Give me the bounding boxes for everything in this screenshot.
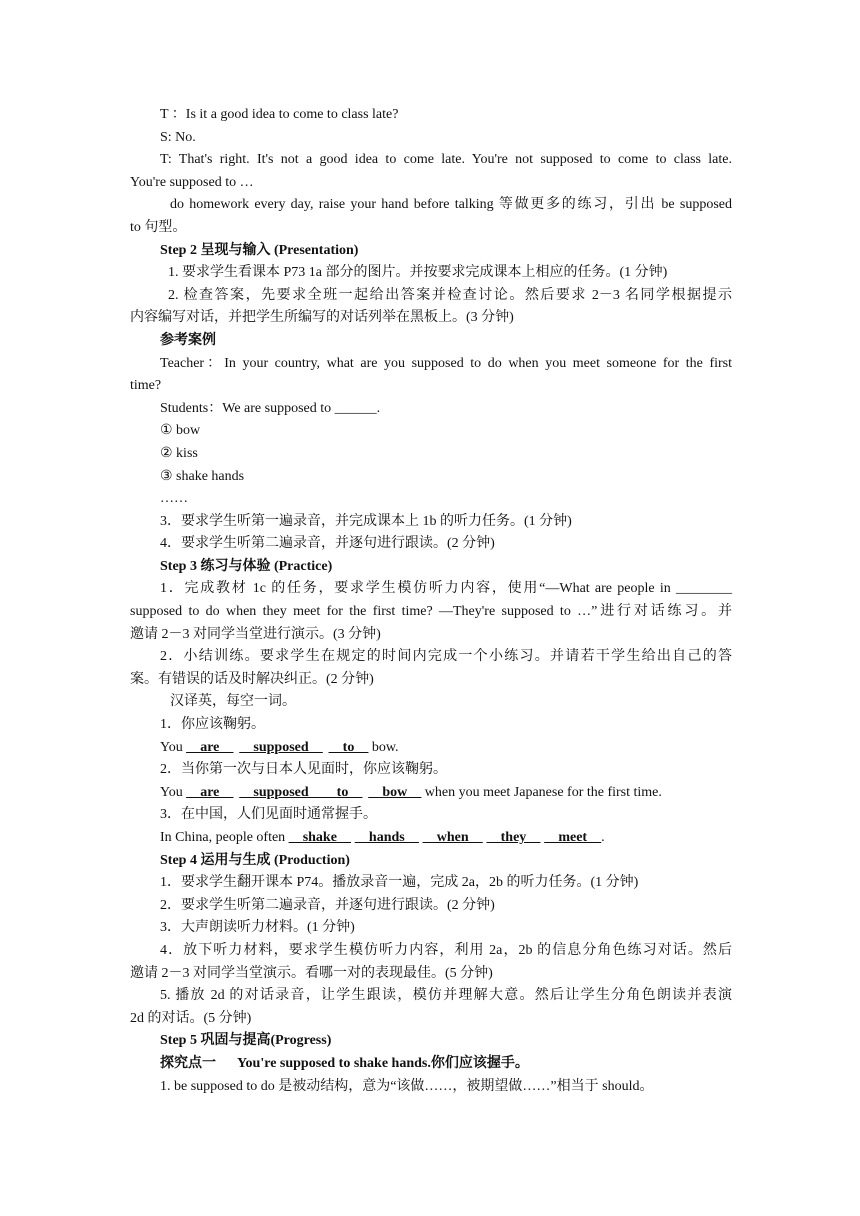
exercise-question-1: 1．你应该鞠躬。 (160, 717, 265, 733)
step2-item-2: 2. 检查答案，先要求全班一起给出答案并检查讨论。然后要求 2－3 名同学根据提示 (168, 287, 732, 303)
exercise-answer-3 (130, 827, 732, 850)
answer-blank: __to__ (328, 739, 369, 755)
answer-text: You (160, 739, 187, 755)
step4-item-4-cont: 邀请 2－3 对同学当堂演示。看哪一对的表现最佳。(5 分钟) (130, 965, 493, 981)
answer-text: . (601, 830, 605, 845)
answer-blank: __are__ (186, 739, 234, 755)
answer-text: You (160, 784, 187, 800)
explore-point-heading: 探究点一 You're supposed to shake hands.你们应该握手。 (160, 1055, 529, 1071)
step3-item-1-cont: supposed to do when they meet for the first time? —They're supposed to …”进行对话练习。并 (130, 604, 732, 620)
exercise-question-2: 2．当你第一次与日本人见面时，你应该鞠躬。 (160, 762, 447, 778)
dialogue-student-line: S: No. (160, 129, 196, 145)
step4-item-4: 4．放下听力材料，要求学生模仿听力内容，利用 2a，2b 的信息分角色练习对话。然后 (160, 942, 732, 958)
dialogue-teacher-line-2: T: That's right. It's not a good idea to come late. You're not supposed to come to class late. (160, 152, 732, 168)
reference-case-label: 参考案例 (160, 332, 216, 348)
answer-text: In China, people often (160, 830, 289, 845)
step2-item-2-cont: 内容编写对话，并把学生所编写的对话列举在黑板上。(3 分钟) (130, 310, 514, 326)
exercise-question-3: 3．在中国，人们见面时通常握手。 (160, 807, 377, 823)
translation-instruction: 汉译英，每空一词。 (170, 694, 296, 710)
step3-item-1-cont-2: 邀请 2－3 对同学当堂进行演示。(3 分钟) (130, 626, 381, 642)
step4-item-1: 1．要求学生翻开课本 P74。播放录音一遍，完成 2a，2b 的听力任务。(1 分钟) (160, 875, 639, 891)
step3-item-1: 1．完成教材 1c 的任务，要求学生模仿听力内容，使用“—What are people in ________ (160, 581, 732, 597)
answer-blank: __bow__ (368, 784, 422, 800)
option-bow: ① bow (160, 423, 201, 439)
teacher-question: Teacher：In your country, what are you supposed to do when you meet someone for the first (160, 355, 732, 371)
answer-blank: __supposed__ (239, 739, 323, 755)
exercise-answer-1 (130, 737, 732, 760)
step4-heading: Step 4 运用与生成 (Production) (160, 852, 350, 868)
step3-item-2: 2．小结训练。要求学生在规定的时间内完成一个小练习。并请若干学生给出自己的答 (160, 649, 732, 665)
students-answer: Students：We are supposed to ______. (160, 400, 381, 416)
step3-item-2-cont: 案。有错误的话及时解决纠正。(2 分钟) (130, 671, 374, 687)
answer-blank: __meet__ (544, 830, 602, 845)
answer-blank: __are__ (186, 784, 234, 800)
dialogue-teacher-line-1: T ：Is it a good idea to come to class late? (160, 107, 399, 122)
step2-item-4: 4．要求学生听第二遍录音，并逐句进行跟读。(2 分钟) (160, 536, 495, 552)
answer-blank: __when__ (422, 830, 483, 845)
answer-text: when you meet Japanese for the first time. (421, 784, 662, 800)
step2-heading: Step 2 呈现与输入 (Presentation) (160, 242, 359, 258)
option-ellipsis: …… (160, 491, 188, 507)
dialogue-practice-line-cont: to 句型。 (130, 219, 187, 235)
option-shake-hands: ③ shake hands (160, 468, 245, 484)
step4-item-5-cont: 2d 的对话。(5 分钟) (130, 1010, 252, 1026)
answer-blank: __supposed____ (239, 784, 337, 800)
step2-item-3: 3．要求学生听第一遍录音，并完成课本上 1b 的听力任务。(1 分钟) (160, 513, 572, 529)
dialogue-teacher-line-2-cont: You're supposed to … (130, 174, 254, 190)
dialogue-practice-line: do homework every day, raise your hand before talking 等做更多的练习，引出 be supposed (170, 197, 732, 213)
answer-blank: __shake__ (288, 830, 351, 845)
lesson-plan-body (130, 104, 732, 1098)
step4-item-5: 5. 播放 2d 的对话录音，让学生跟读，模仿并理解大意。然后让学生分角色朗读并表演 (160, 988, 732, 1004)
teacher-question-cont: time? (130, 378, 162, 394)
answer-blank: __they__ (486, 830, 541, 845)
step2-item-1: 1. 要求学生看课本 P73 1a 部分的图片。并按要求完成课本上相应的任务。(1 分钟) (168, 265, 668, 281)
step4-item-3: 3．大声朗读听力材料。(1 分钟) (160, 920, 355, 936)
explore-note-1: 1. be supposed to do 是被动结构，意为“该做……，被期望做……”相当于 should。 (160, 1078, 654, 1094)
step3-heading: Step 3 练习与体验 (Practice) (160, 558, 333, 574)
step4-item-2: 2．要求学生听第二遍录音，并逐句进行跟读。(2 分钟) (160, 897, 495, 913)
answer-text: bow. (368, 739, 399, 755)
step5-heading: Step 5 巩固与提高(Progress) (160, 1033, 332, 1049)
option-kiss: ② kiss (160, 445, 198, 461)
answer-blank: to__ (336, 784, 363, 800)
exercise-answer-2 (130, 782, 732, 805)
answer-blank: __hands__ (354, 830, 419, 845)
